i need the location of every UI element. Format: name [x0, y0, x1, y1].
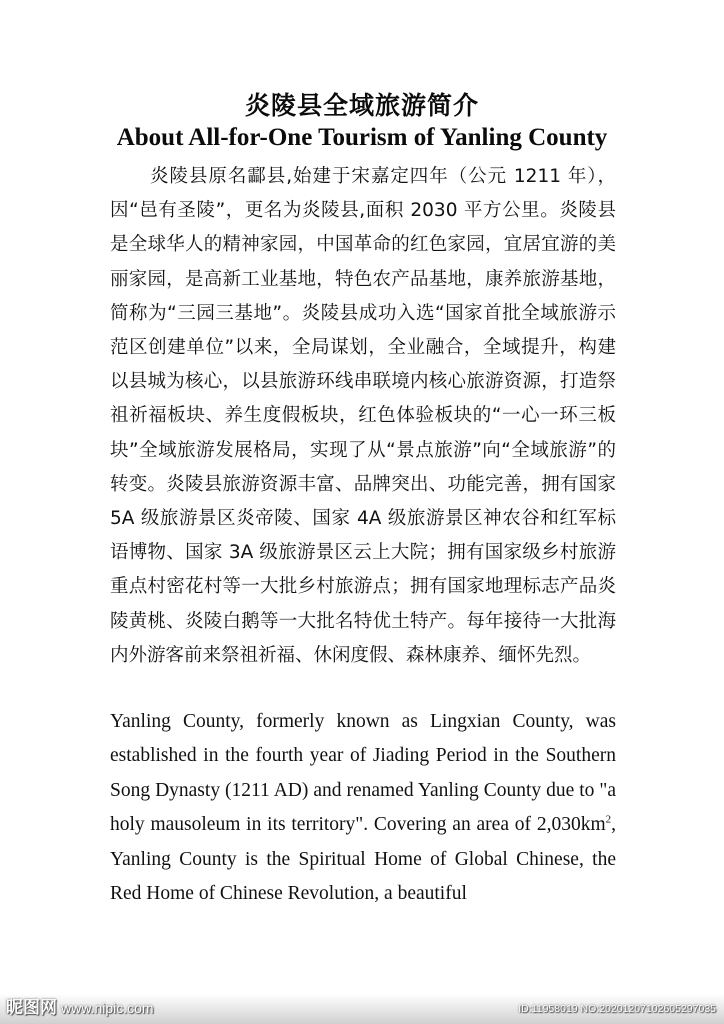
paragraph-english-part2: , Yanling County is the Spiritual Home of Global Chinese, the Red Home of Chinese Revolution, a beautiful [110, 814, 616, 905]
watermark-logo-text: 昵图网 [6, 998, 57, 1018]
watermark-id: ID:11958019 NO:20201207102605297035 [518, 1003, 716, 1015]
paragraph-chinese: 炎陵县原名酃县,始建于宋嘉定四年（公元 1211 年），因“邑有圣陵”，更名为炎陵县,面积 2030 平方公里。炎陵县是全球华人的精神家园，中国革命的红色家园，宜居宜游的美丽家园，是高新工业基地，特色农产品基地，康养旅游基地，简称为“三园三基地”。炎陵县成功入选“国家首批全域旅游示范区创建单位”以来，全局谋划，全业融合，全域提升，构建以县城为核心，以县旅游环线串联境内核心旅游资源，打造祭祖祈福板块、养生度假板块，红色体验板块的“一心一环三板块”全域旅游发展格局，实现了从“景点旅游”向“全域旅游”的转变。炎陵县旅游资源丰富、品牌突出、功能完善，拥有国家 5A 级旅游景区炎帝陵、国家 4A 级旅游景区神农谷和红军标语博物、国家 3A 级旅游景区云上大院；拥有国家级乡村旅游重点村密花村等一大批乡村旅游点；拥有国家地理标志产品炎陵黄桃、炎陵白鹅等一大批名特优土特产。每年接待一大批海内外游客前来祭祖祈福、休闲度假、森林康养、缅怀先烈。 [110, 166, 616, 666]
watermark-site: www.nipic.com [61, 1000, 154, 1016]
area-unit-superscript: 2 [605, 813, 612, 826]
paragraph-english [110, 705, 616, 911]
watermark-bar [0, 994, 724, 1024]
title-english: About All-for-One Tourism of Yanling County [116, 124, 608, 151]
title-chinese: 炎陵县全域旅游简介 [244, 91, 479, 120]
paragraph-english-part1: Yanling County, formerly known as Lingxian County, was established in the fourth year of Jiading Period in the Southern Song Dynasty (1211 AD) and renamed Yanling County due to "a holy mausoleum in its territory". Covering an area of 2,030km [110, 711, 616, 836]
watermark-logo [6, 993, 154, 1018]
